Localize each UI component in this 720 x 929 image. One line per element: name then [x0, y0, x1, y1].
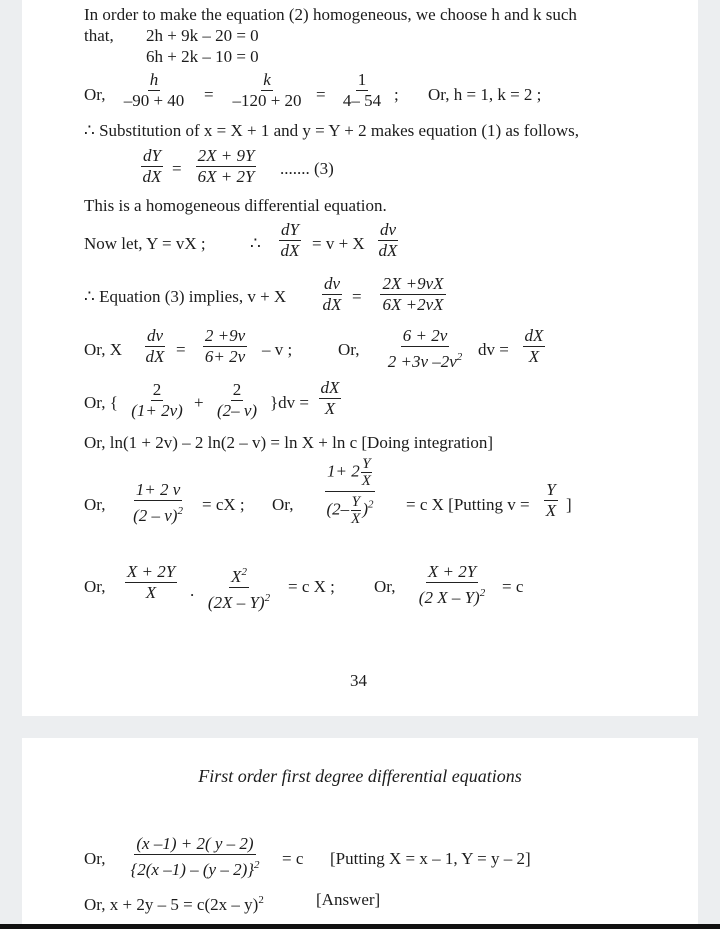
fraction-dy-dx: dY dX [280, 220, 300, 260]
fraction-x2-over-2xy: $X^2$ (2X – Y)$^2$ [198, 562, 280, 613]
now-let-text: Now let, Y = vX ; [84, 234, 206, 253]
or-label: Or, [338, 340, 360, 359]
page-number: 34 [350, 671, 367, 690]
plus-sign: + [194, 393, 204, 412]
minus-v: – v ; [262, 340, 293, 359]
fraction-h: h –90 + 40 [123, 70, 185, 110]
equals-sign: = [176, 340, 186, 359]
that-label: that, [84, 26, 114, 45]
or-brace: Or, { [84, 393, 118, 412]
equals-sign: = [352, 287, 362, 306]
equation-a: 2h + 9k – 20 = 0 [146, 26, 259, 45]
answer-line: Or, x + 2y – 5 = c(2x – y)$^2$ [84, 894, 264, 914]
integration-line: Or, ln(1 + 2v) – 2 ln(2 – v) = ln X + ln c [Doing integration] [84, 433, 494, 452]
fraction-dv-dx: dv dX [145, 326, 165, 366]
fraction-2-2minusv: 2 (2– v) [216, 380, 258, 420]
fraction-2-1plus2v: 2 (1+ 2v) [131, 380, 183, 420]
equals-c: = c [502, 577, 524, 596]
fraction-k: k –120 + 20 [232, 70, 302, 110]
fraction-dv-dx: dv dX [378, 220, 398, 260]
or-label: Or, [84, 577, 106, 596]
fraction-final-page1: X + 2Y (2 X – Y)$^2$ [418, 562, 486, 607]
running-header: First order first degree differential equations [198, 766, 522, 786]
or-x-label: Or, X [84, 340, 123, 359]
or-label: Or, [84, 849, 106, 868]
brace-dv-equals: }dv = [270, 393, 309, 412]
homogeneous-text: This is a homogeneous differential equation. [84, 196, 387, 215]
substitution-text: ∴ Substitution of x = X + 1 and y = Y + 2 makes equation (1) as follows, [84, 121, 580, 140]
fraction-dx-x: dX X [320, 378, 340, 418]
or-label: Or, [84, 85, 106, 104]
equals-cx: = cX ; [202, 495, 245, 514]
fraction-one: 1 4– 54 [342, 70, 382, 110]
equals-sign: = [204, 85, 214, 104]
fraction-nested-yx: 1+ 2 $\frac{Y}{X}$ (2– $\frac{Y}{X}$ )$^2$ [326, 456, 374, 527]
fraction-final-xy: (x –1) + 2( y – 2) {2(x –1) – (y – 2)}$^2$ [130, 834, 260, 879]
fraction-dy-dx: dY dX [142, 146, 162, 186]
intro-text: In order to make the equation (2) homogeneous, we choose h and k such [84, 5, 577, 24]
fraction-dx-x: dX X [524, 326, 544, 366]
equation-b: 6h + 2k – 10 = 0 [146, 47, 259, 66]
bottom-bar [0, 924, 720, 929]
fraction-1plus2v-over-sq: 1+ 2 v (2 – v)$^2$ [133, 480, 183, 525]
equals-cx: = c X ; [288, 577, 335, 596]
fraction-2-9v: 2 +9v 6+ 2v [204, 326, 246, 366]
or-label: Or, [374, 577, 396, 596]
hk-result: Or, h = 1, k = 2 ; [428, 85, 542, 104]
fraction-dv-dx: dv dX [322, 274, 342, 314]
fraction-implies-rhs: 2X +9vX 6X +2vX [382, 274, 444, 314]
fraction-x2y-x: X + 2Y X [126, 562, 176, 602]
dv-equals: dv = [478, 340, 509, 359]
or-label: Or, [84, 495, 106, 514]
or-label: Or, [272, 495, 294, 514]
therefore-symbol: ∴ [250, 234, 261, 253]
close-bracket: ] [566, 495, 572, 514]
fraction-6-2v: 6 + 2v 2 +3v $-2v^2$ [387, 326, 463, 371]
answer-tag: [Answer] [316, 890, 381, 909]
fraction-eq3-rhs: 2X + 9Y 6X + 2Y [197, 146, 255, 186]
document-page-1 [22, 0, 698, 716]
equals-c: = c [282, 849, 304, 868]
dot-operator: . [190, 581, 195, 600]
equation-label-3: ....... (3) [280, 159, 334, 178]
semicolon: ; [394, 85, 399, 104]
implies-text: ∴ Equation (3) implies, v + X [84, 287, 287, 306]
equals-sign: = [316, 85, 326, 104]
fraction-y-x: Y X [545, 480, 557, 520]
equals-cx-putting: = c X [Putting v = [406, 495, 530, 514]
v-plus-x: = v + X [312, 234, 365, 253]
equals-sign: = [172, 159, 182, 178]
putting-note: [Putting X = x – 1, Y = y – 2] [330, 849, 531, 868]
document-page-2 [22, 738, 698, 924]
